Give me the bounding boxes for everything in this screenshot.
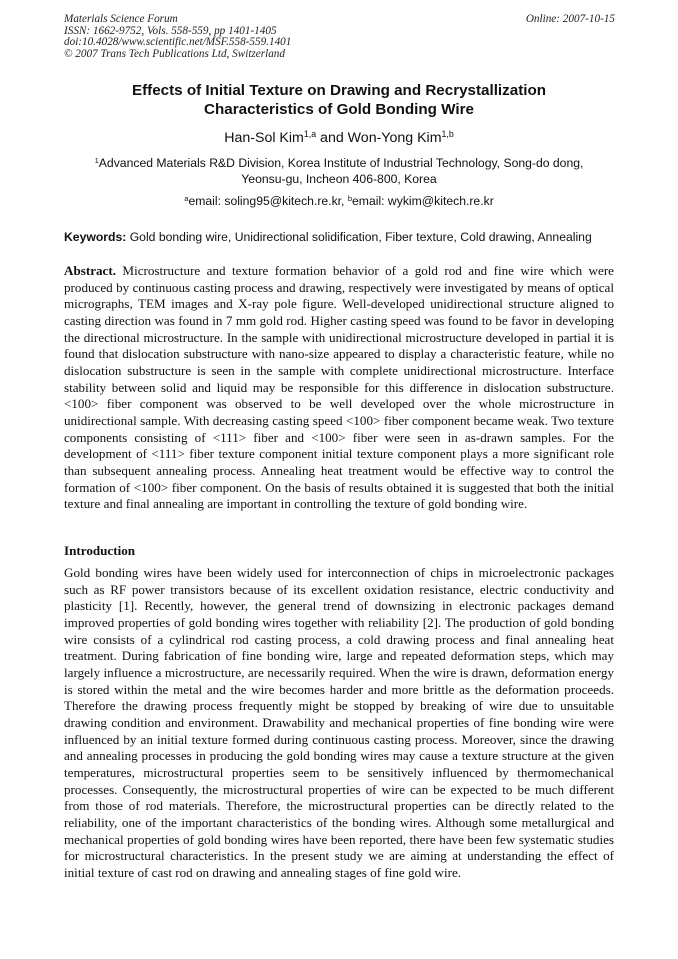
keywords [64, 229, 624, 245]
section-heading-introduction: Introduction [64, 543, 136, 558]
affiliation [60, 155, 618, 188]
title-line-1: Effects of Initial Texture on Drawing and Recrystallization [131, 82, 547, 99]
keywords-text: Gold bonding wire, Unidirectional solidification, Fiber texture, Cold drawing, Annealing [126, 230, 592, 244]
title-line-2: Characteristics of Gold Bonding Wire [204, 101, 474, 118]
email-b[interactable]: email: wykim@kitech.re.kr [352, 194, 494, 208]
journal-header [64, 14, 291, 60]
affiliation-marker: 1 [94, 155, 99, 165]
author-emails [60, 193, 618, 209]
affiliation-line-2: Yeonsu-gu, Incheon 406-800, Korea [241, 172, 437, 187]
copyright-line: © 2007 Trans Tech Publications Ltd, Switzerland [64, 47, 285, 60]
author-list [60, 129, 618, 147]
abstract-label: Abstract. [64, 263, 116, 278]
keywords-label: Keywords: [64, 230, 127, 244]
email-a[interactable]: email: soling95@kitech.re.kr, [188, 194, 348, 208]
doi-line: doi:10.4028/www.scientific.net/MSF.558-559.1401 [64, 36, 292, 49]
issn-line: ISSN: 1662-9752, Vols. 558-559, pp 1401-1405 [64, 24, 277, 37]
author-joiner: and [316, 130, 348, 146]
journal-name: Materials Science Forum [64, 13, 178, 25]
affiliation-line-1: Advanced Materials R&D Division, Korea Institute of Industrial Technology, Song-do dong, [98, 156, 584, 170]
author-affiliation-marker: 1,a [303, 129, 317, 140]
online-date: Online: 2007-10-15 [525, 13, 615, 25]
author-name: Han-Sol Kim [224, 130, 304, 146]
introduction-body: Gold bonding wires have been widely used for interconnection of chips in microelectronic packages such as RF power transistors because of its excellent oxidation resistance, electric conductivity and plasticity [1]. Recently, however, the general trend of downsizing in electronic packages demand improved properties of gold bonding wires together with reliability [2]. The production of gold bonding wire consists of a cylindrical rod casting process, a cold drawing process and final annealing heat treatment. During fabrication of fine bonding wire, large and repeated deformation steps, which may largely influence a microstructure, are necessarily required. When the wire is drawn, deformation energy is stored within the metal and the wire becomes harder and more brittle as the deformation proceeds. Therefore the drawing process frequently might be stopped by breaking of wire due to unsuitable drawing condition and environment. Drawability and mechanical properties of fine bonding wire were influenced by an initial texture formed during continuous casting process. Moreover, since the drawing and annealing processes in producing the gold bonding wires may cause a texture structure at the given temperatures, microstructural properties seem to be sensitively influenced by thermomechanical processes. Consequently, the microstructural properties of wire can be expected to be much different from those of rod materials. Therefore, the microstructural properties can be directly related to the reliability, one of the important characteristics of the bonding wires. Although some metallurgical and mechanical properties of gold bonding wires have been reported, there have been few systematic studies for microstructural characteristics. In the present study we are aiming at understanding the effect of initial texture of cast rod on drawing and annealing stages of fine gold wire. [64, 565, 614, 880]
email-marker: b [347, 193, 353, 203]
paper-title [60, 81, 618, 119]
email-marker: a [184, 193, 189, 203]
author-name: Won-Yong Kim [347, 130, 442, 146]
author-affiliation-marker: 1,b [441, 129, 454, 140]
abstract [64, 263, 614, 513]
abstract-text: Microstructure and texture formation behavior of a gold rod and fine wire which were produced by continuous casting process and drawing, respectively were investigated by means of optical micrographs, TEM images and X-ray pole figure. Well-developed unidirectional structure aligned to casting direction was found in 7 mm gold rod. Higher casting speed was found to be favor in developing the directional microstructure. In the sample with unidirectional microstructure developed in partial it is found that dislocation substructure with nano-size appeared to display a characteristic feature, while no dislocation substructure is seen in the sample with complete unidirectional microstructure. Interface stability between solid and liquid may be responsible for this difference in dislocation substructure. <100> fiber component was observed to be well developed over the whole microstructure in unidirectional sample. With decreasing casting speed <100> fiber component became weak. Two texture components consisting of <111> fiber and <100> fiber were seen in as-drawn samples. For the development of <111> fiber texture component initial texture component plays a more significant role than subsequent annealing process. Annealing heat treatment would be effective way to control the formation of <100> fiber component. On the basis of results obtained it is suggested that both the initial texture and final annealing are important in controlling the texture of gold bonding wire. [64, 263, 614, 512]
